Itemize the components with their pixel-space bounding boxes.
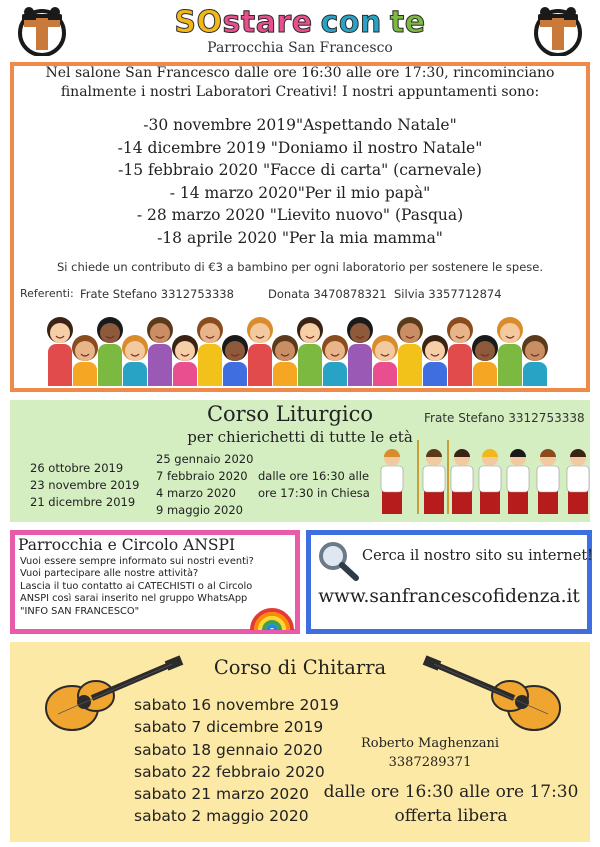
liturgico-subtitle: per chierichetti di tutte le età: [187, 428, 413, 446]
list-item: sabato 21 marzo 2020: [134, 785, 310, 804]
liturgico-contact: Frate Stefano 3312753338: [424, 411, 585, 425]
liturgico-time: dalle ore 16:30 alle ore 17:30 in Chiesa: [258, 469, 370, 500]
altar-server-figure: [381, 449, 403, 514]
child-figure: [272, 335, 298, 386]
guitar-icon: [420, 654, 570, 736]
title-fragment: stare: [222, 5, 313, 40]
teacher-phone: 3387289371: [388, 755, 472, 770]
child-figure: [122, 335, 148, 386]
list-item: -18 aprile 2020 "Per la mia mamma": [157, 228, 443, 247]
referent-donata: Donata 3470878321: [268, 287, 387, 301]
page-title: [150, 4, 450, 42]
list-item: - 28 marzo 2020 "Lievito nuovo" (Pasqua): [136, 206, 464, 224]
list-item: sabato 7 dicembre 2019: [134, 718, 324, 737]
laboratori-intro: Nel salone San Francesco dalle ore 16:30 alle ore 17:30, rincominciano finalmente i nostri Laboratori Creativi! I nostri appuntamenti sono:: [45, 65, 555, 100]
tau-cross-icon: [14, 6, 70, 56]
list-item: - 14 marzo 2020"Per il mio papà": [169, 183, 431, 202]
anspi-line: Lascia il tuo contatto ai CATECHISTI o al Circolo ANSPI così sarai inserito nel gruppo WhatsApp "INFO SAN FRANCESCO": [20, 580, 253, 617]
contribution-note: Si chiede un contributo di €3 a bambino per ogni laboratorio per sostenere le spese.: [56, 260, 544, 274]
chitarra-time: dalle ore 16:30 alle ore 17:30: [323, 782, 579, 802]
altar-servers-illustration: [378, 426, 592, 520]
chitarra-dates: [134, 694, 339, 828]
chitarra-offer: offerta libera: [394, 806, 508, 826]
child-figure: [222, 335, 248, 386]
child-figure: [347, 317, 373, 386]
altar-server-figure: [423, 449, 445, 514]
website-url[interactable]: www.sanfrancescofidenza.it: [318, 586, 580, 607]
anspi-line: Vuoi essere sempre informato sui nostri eventi?: [20, 556, 254, 567]
child-figure: [447, 317, 473, 386]
rainbow-icon: [248, 588, 296, 630]
anspi-text: [20, 556, 260, 618]
list-item: 26 ottobre 2019: [30, 461, 124, 475]
list-item: 23 novembre 2019: [30, 478, 140, 492]
chitarra-title: Corso di Chitarra: [213, 656, 387, 679]
tau-cross-icon: [530, 6, 586, 56]
child-figure: [422, 335, 448, 386]
title-fragment: SO: [174, 5, 223, 40]
list-item: sabato 16 novembre 2019: [134, 696, 339, 714]
page-subtitle: Parrocchia San Francesco: [207, 40, 393, 56]
child-figure: [397, 317, 423, 386]
list-item: 7 febbraio 2020: [156, 469, 248, 483]
list-item: sabato 2 maggio 2020: [134, 807, 309, 826]
child-figure: [197, 317, 223, 386]
child-figure: [147, 317, 173, 386]
list-item: -30 novembre 2019"Aspettando Natale": [143, 116, 457, 134]
altar-server-figure: [507, 449, 529, 514]
child-figure: [97, 317, 123, 386]
child-figure: [497, 317, 523, 386]
liturgico-title: Corso Liturgico: [206, 402, 374, 426]
anspi-line: Vuoi partecipare alle nostre attività?: [20, 568, 199, 580]
anspi-title: Parrocchia e Circolo ANSPI: [18, 536, 236, 554]
referent-stefano: Frate Stefano 3312753338: [80, 287, 234, 301]
teacher-name: Roberto Maghenzani: [361, 736, 499, 751]
referent-silvia: Silvia 3357712874: [394, 287, 502, 301]
list-item: 9 maggio 2020: [156, 503, 243, 517]
child-figure: [372, 335, 398, 386]
website-cta: Cerca il nostro sito su internet!: [362, 548, 593, 564]
child-figure: [297, 317, 323, 386]
title-fragment: con: [320, 5, 382, 40]
altar-server-figure: [451, 449, 473, 514]
laboratori-dates: [60, 114, 540, 249]
child-figure: [47, 317, 73, 386]
list-item: sabato 22 febbraio 2020: [134, 762, 325, 781]
list-item: 21 dicembre 2019: [30, 495, 136, 509]
child-figure: [172, 335, 198, 386]
liturgico-dates-2019: [30, 460, 139, 511]
altar-server-figure: [537, 449, 559, 514]
altar-server-figure: [567, 449, 589, 514]
children-illustration: [46, 306, 554, 386]
list-item: -14 dicembre 2019 "Doniamo il nostro Natale": [117, 138, 483, 157]
magnifier-icon: [316, 540, 362, 582]
title-fragment: te: [389, 5, 426, 40]
referents-label: Referenti:: [20, 287, 74, 300]
list-item: 25 gennaio 2020: [156, 452, 254, 466]
list-item: -15 febbraio 2020 "Facce di carta" (carnevale): [118, 161, 482, 179]
child-figure: [472, 335, 498, 386]
child-figure: [322, 335, 348, 386]
chitarra-teacher: [340, 734, 520, 772]
altar-server-figure: [479, 449, 501, 514]
child-figure: [247, 317, 273, 386]
child-figure: [72, 335, 98, 386]
child-figure: [522, 335, 548, 386]
list-item: sabato 18 gennaio 2020: [134, 740, 323, 759]
liturgico-dates-2020: [156, 451, 253, 519]
list-item: 4 marzo 2020: [156, 486, 236, 500]
